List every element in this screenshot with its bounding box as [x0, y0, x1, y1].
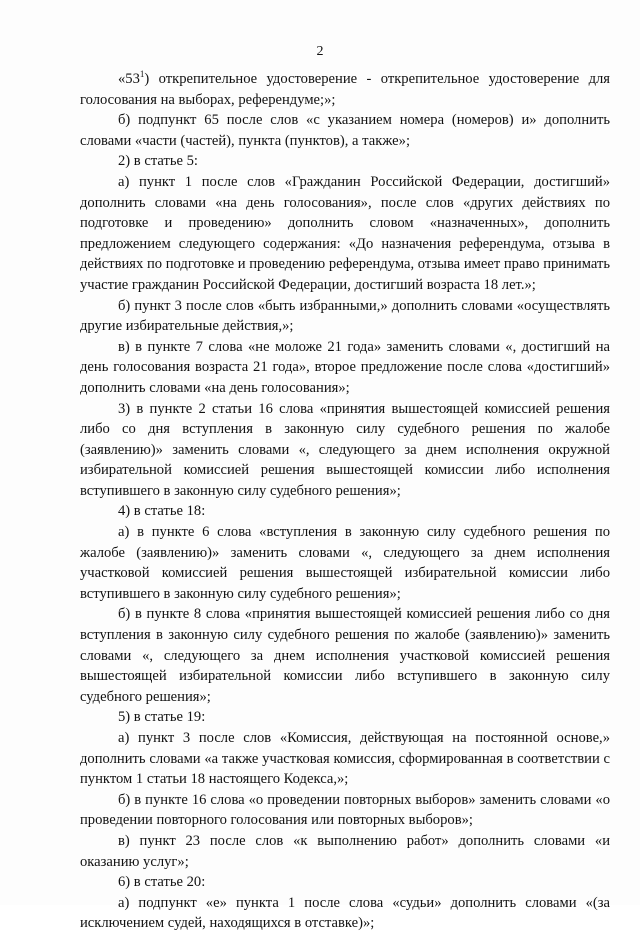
paragraph: б) подпункт 65 после слов «с указанием номера (номеров) и» дополнить словами «части (частей), пункта (пунктов), а также»; — [80, 112, 610, 149]
paragraph: в) пункт 23 после слов «к выполнению работ» дополнить словами «и оказанию услуг»; — [80, 832, 610, 870]
paragraph-text: ) открепительное удостоверение - открепительное удостоверение для голосования на выборах, референдуме;»; — [80, 71, 610, 108]
paragraph: в) в пункте 7 слова «не моложе 21 года» заменить словами «, достигший на день голосования возраста 21 года», второе предложение после слова «достигший» дополнить словами «на день голосования»; — [80, 338, 610, 396]
paragraph: а) в пункте 6 слова «вступления в законную силу судебного решения по жалобе (заявлению)» заменить словами «, следующего за днем исполнения участковой комиссией решения вышестоящей избирательной комиссии либо вступившего в законную силу судебного решения»; — [80, 524, 610, 602]
paragraph: 6) в статье 20: — [118, 874, 206, 891]
paragraph: 4) в статье 18: — [118, 503, 206, 520]
paragraph: 3) в пункте 2 статьи 16 слова «принятия вышестоящей комиссией решения либо со дня вступления в законную силу судебного решения по жалобе (заявлению)» заменить словами «, следующего за днем исполнения окружной избирательной комиссией решения вышестоящей комиссии либо исполнения вступившего в законную силу судебного решения»; — [80, 400, 610, 499]
paragraph: б) пункт 3 после слов «быть избранными,» дополнить словами «осуществлять другие избирательные действия,»; — [80, 297, 610, 335]
paragraph: 5) в статье 19: — [118, 709, 206, 726]
page-number: 2 — [316, 44, 324, 59]
paragraph: б) в пункте 8 слова «принятия вышестоящей комиссией решения либо со дня вступления в законную силу судебного решения по жалобе (заявлению)» заменить словами «, следующего за днем исполнения участковой комиссией решения вышестоящей избирательной комиссии либо вступившего в законную силу судебного решения»; — [80, 606, 610, 705]
paragraph: 2) в статье 5: — [118, 153, 198, 170]
superscript: 1 — [139, 69, 145, 80]
document-body — [80, 69, 610, 934]
paragraph: а) пункт 3 после слов «Комиссия, действующая на постоянной основе,» дополнить словами «а также участковая комиссия, сформированная в соответствии с пунктом 1 статьи 18 настоящего Кодекса,»; — [80, 730, 610, 788]
paragraph-text: «53 — [118, 71, 140, 87]
paragraph: б) в пункте 16 слова «о проведении повторных выборов» заменить словами «о проведении повторного голосования или повторных выборов»; — [80, 791, 610, 829]
paragraph — [80, 69, 610, 110]
paragraph: а) пункт 1 после слов «Гражданин Российской Федерации, достигший» дополнить словами «на день голосования», после слов «других действиях по подготовке и проведению» дополнить словом «назначенных», дополнить предложением следующего содержания: «До назначения референдума, отзыва в действиях по подготовке и проведению референдума, отзыва имеет право принимать участие гражданин Российской Федерации, достигший возраста 18 лет.»; — [80, 173, 610, 293]
paragraph: а) подпункт «е» пункта 1 после слова «судьи» дополнить словами «(за исключением судей, находящихся в отставке)»; — [80, 894, 610, 932]
